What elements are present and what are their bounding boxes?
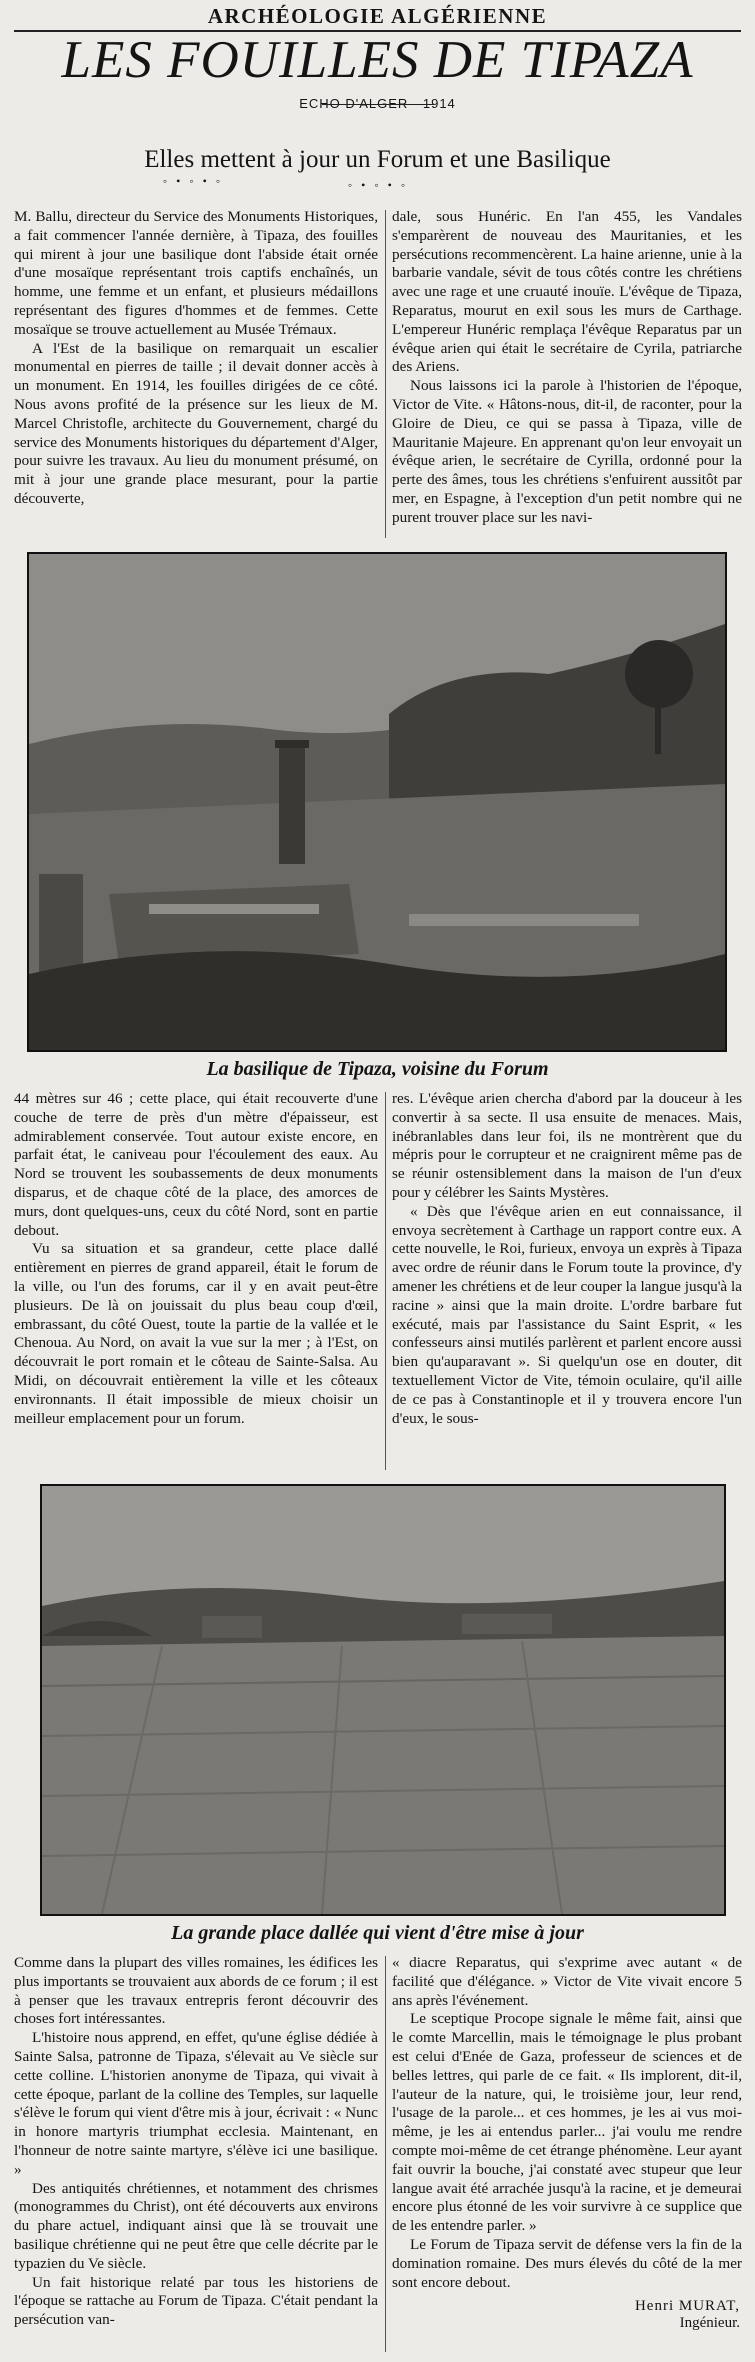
section1-left-column <box>14 208 378 540</box>
column-rule <box>385 1092 386 1470</box>
author-name: Henri MURAT, <box>634 2298 740 2314</box>
paragraph: Un fait historique relaté par tous les historiens de l'époque se rattache au Forum de Tipaza. C'était pendant la persécution van- <box>14 2273 378 2329</box>
paragraph: Vu sa situation et sa grandeur, cette place dallé entièrement en pierres de grand appareil, était le forum de la ville, ou l'un des forums, car il y en avait peut-être plusieurs. De là on jouissait du plus beau coup d'œil, embrassant, du côté Ouest, toute la partie de la vallée et le Chenoua. Au Nord, on avait la vue sur la mer ; à l'Est, on découvrait le port romain et le côteau de Sainte-Salsa. Au Midi, on découvrait entièrement la ville et les côteaux environnants. Il était impossible de mieux choisir un meilleur emplacement pour un forum. <box>14 1240 378 1427</box>
forum-photo <box>40 1484 726 1916</box>
signature <box>540 2298 740 2332</box>
basilica-photo-image <box>29 554 725 1050</box>
section3-left-column <box>14 1954 378 2354</box>
ornament-left: ◦ • ◦ • ◦ <box>162 174 224 188</box>
source-line: ECHO D'ALGER - 1914 <box>299 96 456 111</box>
paragraph: Comme dans la plupart des villes romaines, les édifices les plus importants se trouvaient aux abords de ce forum ; il est à penser que les travaux entrepris feront découvrir des choses fort intéressantes. <box>14 1954 378 2028</box>
section-rubric: ARCHÉOLOGIE ALGÉRIENNE <box>207 4 548 28</box>
ornament-center: ◦ • ◦ • ◦ <box>347 178 409 192</box>
paragraph: dale, sous Hunéric. En l'an 455, les Vandales s'emparèrent de nouveau des Mauritanies, et les persécutions recommencèrent. La haine arienne, unie à la barbarie vandale, sévit de tous côtés contre les chrétiens avec une rage et une cruauté inouïe. L'évêque de Tipaza, Reparatus, mourut en exil sous les murs de Carthage. L'empereur Hunéric remplaça l'évêque Reparatus par un évêque arien qui était le secrétaire de Cyrila, patriarche des Ariens. <box>392 208 742 376</box>
subtitle: Elles mettent à jour un Forum et une Basilique <box>144 146 611 173</box>
source-strike <box>322 104 434 105</box>
basilica-photo <box>27 552 727 1052</box>
paragraph: A l'Est de la basilique on remarquait un escalier monumental en pierres de taille ; il devait donner accès à un monument. En 1914, les fouilles dirigées de ce côté. Nous avons profité de la présence sur les lieux de M. Marcel Christofle, architecte du Gouvernement, chargé du service des Monuments historiques du département d'Alger, pour suivre les travaux. Au lieu du monument présumé, on mit à jour une grande place mesurant, pour la partie découverte, <box>14 339 378 507</box>
section1-right-column <box>392 208 742 540</box>
forum-caption: La grande place dallée qui vient d'être mise à jour <box>171 1922 584 1944</box>
paragraph: res. L'évêque arien chercha d'abord par la douceur à les convertir à sa secte. Il usa ensuite de menaces. Mais, inébranlables dans leur foi, ils ne montrèrent que du mépris pour le corrupteur et ne craignirent même pas de se réunir ostensiblement dans la maison de l'un d'eux pour y célébrer les Saints Mystères. <box>392 1090 742 1201</box>
forum-photo-image <box>42 1486 724 1914</box>
section3-right-column <box>392 1954 742 2292</box>
paragraph: Le sceptique Procope signale le même fait, ainsi que le comte Marcellin, mais le témoignage le plus probant est celui d'Enée de Gaza, professeur de sciences et de belles lettres, qui parle de ce fait. « Ils implorent, dit-il, l'auteur de la nature, qui, le troisième jour, leur rend, l'usage de la parole... et ces hommes, je les ai vus moi-même, je les ai entendus parler... j'ai voulu me rendre compte moi-même de cet étrange phénomène. Leur ayant fait ouvrir la bouche, j'ai constaté avec stupeur que leur langue avait été arrachée jusqu'à la racine, et je demeurai encore plus étonné de les voir survivre à ce supplice que de les entendre parler. » <box>392 2010 742 2235</box>
column-rule <box>385 1956 386 2352</box>
paragraph: M. Ballu, directeur du Service des Monuments Historiques, a fait commencer l'année dernière, à Tipaza, des fouilles qui mirent à jour une basilique dont l'abside était ornée d'une mosaïque représentant trois captifs enchaînés, un homme, une femme et un enfant, et plusieurs médaillons représentant des figures d'hommes et de femmes. Cette mosaïque se trouve actuellement au Musée Trémaux. <box>14 208 378 338</box>
paragraph: Nous laissons ici la parole à l'historien de l'époque, Victor de Vite. « Hâtons-nous, dit-il, de raconter, pour la Gloire de Dieu, ce qui se passa à Tipaza, ville de Mauritanie Majeure. En apprenant qu'on leur envoyait un évêque arien, le secrétaire de Cyrilla, ordonné pour la perte des âmes, tous les chrétiens s'enfuirent aussitôt par mer, en Espagne, à l'exception d'un petit nombre qui ne purent trouver place sur les navi- <box>392 377 742 526</box>
author-title: Ingénieur. <box>679 2315 740 2331</box>
paragraph: 44 mètres sur 46 ; cette place, qui était recouverte d'une couche de terre de près d'un mètre d'épaisseur, est admirablement conservée. Tout autour existe encore, en parfait état, le caniveau pour l'écoulement des eaux. Au Nord se trouvent les soubassements de deux monuments disparus, et de chaque côté de la place, des amorces de murs, dont quelques-uns, ceux du côté Nord, sont en partie debout. <box>14 1090 378 1239</box>
paragraph: « diacre Reparatus, qui s'exprime avec autant « de facilité que d'élégance. » Victor de Vite vivait encore 5 ans après l'événement. <box>392 1954 742 2009</box>
basilica-caption: La basilique de Tipaza, voisine du Forum <box>206 1058 549 1080</box>
paragraph: Des antiquités chrétiennes, et notamment des chrismes (monogrammes du Christ), ont été découverts aux environs du phare actuel, indiquant ainsi que là se trouvait une basilique chrétienne qui ne peut être que celle décrite par le typazien du Ve siècle. <box>14 2179 378 2272</box>
headline: LES FOUILLES DE TIPAZA <box>61 31 694 89</box>
paragraph: L'histoire nous apprend, en effet, qu'une église dédiée à Sainte Salsa, patronne de Tipaza, s'élevait au Ve siècle sur cette colline. L'historien anonyme de Tipaza, qui vivait à cette époque, parlant de la colline des Temples, sur laquelle s'élève le forum qui vient d'être mis à jour, écrivait : « Nunc in honore martyris triumphat ecclesia. Maintenant, en l'honneur de notre sainte martyre, s'élève ici une basilique. » <box>14 2029 378 2178</box>
paragraph: Le Forum de Tipaza servit de défense vers la fin de la domination romaine. Des murs élevés du côté de la mer sont encore debout. <box>392 2235 742 2291</box>
paragraph: « Dès que l'évêque arien en eut connaissance, il envoya secrètement à Carthage un rapport contre eux. A cette nouvelle, le Roi, furieux, envoya un exprès à Tipaza avec ordre de réunir dans le Forum toute la province, d'y amener les chrétiens et de leur couper la langue jusqu'à la racine » ainsi que la main droite. L'ordre barbare fut exécuté, mais par l'assistance du Saint Esprit, « les confesseurs ainsi mutilés parlèrent et parlent encore aussi bien qu'auparavant ». Si quelqu'un ose en douter, dit textuellement Victor de Vite, témoin oculaire, qu'il aille de ce pas à Constantinople et il y trouvera encore l'un d'eux, le sous- <box>392 1202 742 1427</box>
column-rule <box>385 210 386 538</box>
section2-right-column <box>392 1090 742 1472</box>
section2-left-column <box>14 1090 378 1472</box>
